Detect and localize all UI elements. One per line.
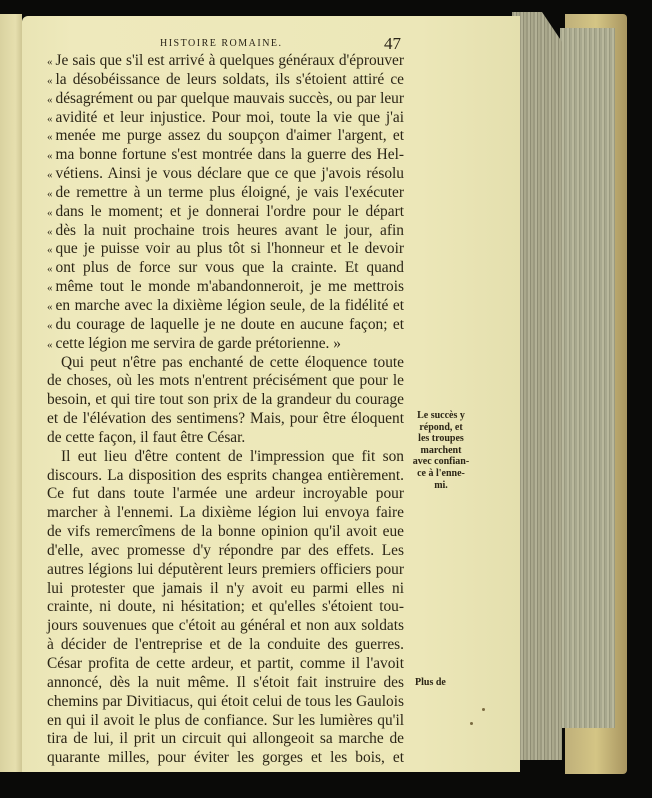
text-line xyxy=(47,372,404,391)
line-text: menée me purge assez du soupçon d'aimer l'argent, et xyxy=(55,127,404,145)
previous-page-edge xyxy=(0,14,22,772)
page-number: 47 xyxy=(384,34,401,53)
line-text: d'elle, avec promesse d'y répondre par des effets. Les xyxy=(47,541,404,559)
line-text: quarante milles, pour éviter les gorges et les bois, et xyxy=(47,749,404,767)
line-text: ont plus de force sur vous que la crainte. Et quand xyxy=(55,259,404,277)
line-text: de vifs remercîmens de la bonne opinion qu'il avoit eue xyxy=(47,523,404,541)
page-edges-back xyxy=(560,28,615,728)
text-line xyxy=(47,580,404,599)
line-text: en qui il avoit le plus de confiance. Sur les lumières qu'il xyxy=(47,711,404,729)
quote-mark: « xyxy=(47,206,53,219)
quote-mark: « xyxy=(47,74,53,87)
line-text: la désobéissance de leurs soldats, ils s'étoient attiré ce xyxy=(55,70,404,88)
text-line xyxy=(47,636,404,655)
line-text: du courage de laquelle je ne doute en aucune façon; et xyxy=(55,315,404,333)
line-text: jours souvenues que c'étoit au général et non aux soldats xyxy=(47,617,404,635)
text-line xyxy=(47,335,404,354)
line-text: même tout le monde m'abandonneroit, je me mettrois xyxy=(55,278,404,296)
line-text: besoin, et qui tire tout son prix de la grandeur du courage xyxy=(47,391,404,409)
text-line xyxy=(47,485,404,504)
line-text: Ce fut dans toute l'armée une ardeur incroyable pour xyxy=(47,485,404,503)
text-line xyxy=(47,523,404,542)
line-text: de choses, où les mots n'entrent précisément que pour le xyxy=(47,372,404,390)
text-line xyxy=(47,693,404,712)
line-text: à décider de l'entreprise et de la conduite des guerres. xyxy=(47,636,404,654)
text-line xyxy=(47,542,404,561)
text-line xyxy=(47,222,404,241)
text-line xyxy=(47,674,404,693)
line-text: ma bonne fortune s'est montrée dans la guerre des Hel- xyxy=(55,146,404,164)
text-line xyxy=(47,165,404,184)
line-text: cette légion me servira de garde prétorienne. » xyxy=(55,334,341,352)
running-head: HISTOIRE ROMAINE. xyxy=(160,38,283,49)
line-text: lui protester que jamais il n'y avoit eu parmi elles ni xyxy=(47,579,404,597)
line-text: avidité et leur injustice. Pour moi, toute la vie que j'ai xyxy=(55,108,404,126)
text-line xyxy=(47,71,404,90)
text-line xyxy=(47,410,404,429)
quote-mark: « xyxy=(47,131,53,144)
quote-mark: « xyxy=(47,150,53,163)
line-text: dès la nuit prochaine trois heures avant le jour, afin xyxy=(55,221,404,239)
text-line xyxy=(47,504,404,523)
line-text: tira de lui, il prit un circuit qui allongeoit sa marche de xyxy=(47,730,404,748)
text-line xyxy=(47,278,404,297)
margin-note-line: ce à l'enne- xyxy=(417,467,465,479)
text-line xyxy=(47,448,404,467)
text-line xyxy=(47,429,404,448)
margin-note-line: les troupes xyxy=(418,433,464,445)
margin-note-line: mi. xyxy=(434,479,448,491)
margin-note-line: répond, et xyxy=(419,421,463,433)
text-line xyxy=(47,259,404,278)
text-line xyxy=(47,203,404,222)
text-line xyxy=(47,127,404,146)
line-text: que je puisse voir au plus tôt si l'honneur et le devoir xyxy=(55,240,404,258)
text-line xyxy=(47,617,404,636)
margin-note-line: Le succès y xyxy=(417,410,465,421)
line-text: de remettre à un terme plus éloigné, je vais l'exécuter xyxy=(55,183,404,201)
line-text: annoncé, dès la nuit même. Il s'étoit fait instruire des xyxy=(47,673,404,691)
text-line xyxy=(47,561,404,580)
text-line xyxy=(47,655,404,674)
text-line xyxy=(47,730,404,749)
text-line xyxy=(47,90,404,109)
line-text: chemins par Divitiacus, qui étoit celui de tous les Gaulois xyxy=(47,692,404,710)
quote-mark: « xyxy=(47,244,53,257)
line-text: Il eut lieu d'être content de l'impression que fit son xyxy=(61,447,404,465)
text-line xyxy=(47,391,404,410)
quote-mark: « xyxy=(47,187,53,200)
text-line xyxy=(47,598,404,617)
line-text: marcher à l'ennemi. La dixième légion lui envoya faire xyxy=(47,504,404,522)
text-line xyxy=(47,354,404,373)
line-text: en marche avec la dixième légion seule, de la fidélité et xyxy=(55,296,404,314)
text-line xyxy=(47,240,404,259)
quote-mark: « xyxy=(47,112,53,125)
text-line xyxy=(47,316,404,335)
quote-mark: « xyxy=(47,263,53,276)
line-text: autres légions lui députèrent leurs premiers officiers pour xyxy=(47,560,404,578)
text-line xyxy=(47,52,404,71)
line-text: vétiens. Ainsi je vous déclare que ce que j'avois résolu xyxy=(55,165,404,183)
quote-mark: « xyxy=(47,169,53,182)
margin-note: Plus de xyxy=(415,677,446,688)
line-text: crainte, ni doute, ni hésitation; et qu'elles s'étoient tou- xyxy=(47,598,404,616)
line-text: discours. La disposition des esprits changea entièrement. xyxy=(47,466,404,484)
text-line xyxy=(47,184,404,203)
line-text: de cette façon, il faut être César. xyxy=(47,428,246,446)
text-line xyxy=(47,749,404,768)
line-text: désagrément ou par quelque mauvais succès, ou par leur xyxy=(55,89,404,107)
line-text: et de l'élévation des sentimens? Mais, pour être éloquent xyxy=(47,410,404,428)
line-text: César profita de cette ardeur, et partit, comme il l'avoit xyxy=(47,655,404,672)
margin-note-line: avec confian- xyxy=(412,456,470,468)
foxing-spot xyxy=(470,722,473,725)
body-text xyxy=(47,52,404,768)
quote-mark: « xyxy=(47,319,53,332)
line-text: Qui peut n'être pas enchanté de cette éloquence toute xyxy=(61,353,404,371)
margin-note-line: marchent xyxy=(420,444,462,456)
line-text: dans le moment; et je donnerai l'ordre pour le départ xyxy=(55,202,404,220)
quote-mark: « xyxy=(47,300,53,313)
text-line xyxy=(47,146,404,165)
text-line xyxy=(47,467,404,486)
quote-mark: « xyxy=(47,338,53,351)
line-text: Je sais que s'il est arrivé à quelques généraux d'éprouver xyxy=(55,52,404,69)
quote-mark: « xyxy=(47,56,53,68)
quote-mark: « xyxy=(47,93,53,106)
quote-mark: « xyxy=(47,282,53,295)
margin-note xyxy=(410,410,472,491)
foxing-spot xyxy=(482,708,485,711)
text-line xyxy=(47,109,404,128)
text-line xyxy=(47,712,404,731)
quote-mark: « xyxy=(47,225,53,238)
text-line xyxy=(47,297,404,316)
